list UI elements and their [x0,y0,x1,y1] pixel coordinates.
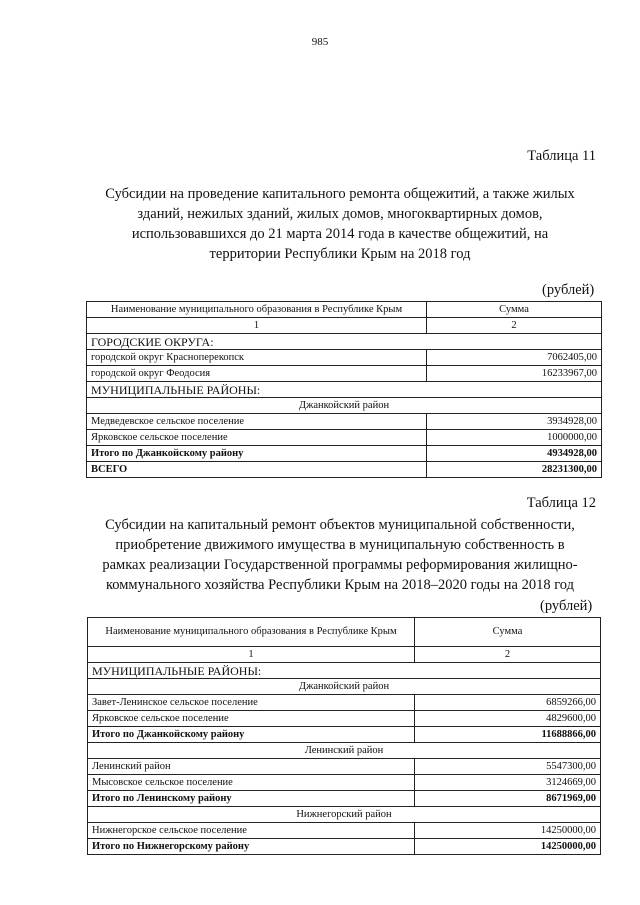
municipality-name-cell: Итого по Ленинскому району [88,791,415,807]
municipality-name-cell: Ярковское сельское поселение [87,430,427,446]
total-row [88,727,601,743]
page-number: 985 [311,36,329,48]
district-row [88,679,601,695]
amount-cell: 8671969,00 [415,791,601,807]
amount-cell: 4934928,00 [427,446,602,462]
table12-title [40,515,640,595]
municipality-name-cell: Ленинский район [88,759,415,775]
section-label: МУНИЦИПАЛЬНЫЕ РАЙОНЫ: [87,382,602,398]
amount-cell: 4829600,00 [415,711,601,727]
header-name-cell: Наименование муниципального образования в Республике Крым [88,618,415,647]
municipality-name-cell: городской округ Красноперекопск [87,350,427,366]
amount-cell: 3934928,00 [427,414,602,430]
table-row [87,430,602,446]
table-header-row [88,618,601,647]
table-row [87,414,602,430]
column-number-cell: 1 [88,647,415,663]
municipality-name-cell: Ярковское сельское поселение [88,711,415,727]
table12-caption: Таблица 12 [526,495,596,511]
district-row [88,807,601,823]
table12-title-line: Субсидии на капитальный ремонт объектов муниципальной собственности, [105,517,575,533]
district-label: Джанкойский район [88,679,601,695]
table-column-number-row [88,647,601,663]
municipality-name-cell: Нижнегорское сельское поселение [88,823,415,839]
district-label: Нижнегорский район [88,807,601,823]
amount-cell: 28231300,00 [427,462,602,478]
total-row [88,791,601,807]
table-header-row [87,302,602,318]
table12-unit: (рублей) [540,598,593,614]
table-row [87,350,602,366]
column-number-cell: 1 [87,318,427,334]
table-row [88,823,601,839]
municipality-name-cell: ВСЕГО [87,462,427,478]
table-row [88,695,601,711]
amount-cell: 11688866,00 [415,727,601,743]
section-label: ГОРОДСКИЕ ОКРУГА: [87,334,602,350]
municipality-name-cell: Итого по Джанкойскому району [87,446,427,462]
table11-title-line: территории Республики Крым на 2018 год [209,246,471,262]
table-row [87,366,602,382]
total-row [87,446,602,462]
amount-cell: 7062405,00 [427,350,602,366]
table11-title-line: Субсидии на проведение капитального ремонта общежитий, а также жилых [105,186,575,202]
column-number-cell: 2 [427,318,602,334]
column-number-cell: 2 [415,647,601,663]
header-sum-cell: Сумма [427,302,602,318]
table-row [88,759,601,775]
municipality-name-cell: Медведевское сельское поселение [87,414,427,430]
table11-title [40,184,640,264]
municipality-name-cell: Мысовское сельское поселение [88,775,415,791]
district-label: Ленинский район [88,743,601,759]
amount-cell: 6859266,00 [415,695,601,711]
total-row [88,839,601,855]
amount-cell: 14250000,00 [415,839,601,855]
total-row [87,462,602,478]
table-row [88,775,601,791]
district-row [88,743,601,759]
municipality-name-cell: Итого по Джанкойскому району [88,727,415,743]
table11-title-line: использовавшихся до 21 марта 2014 года в качестве общежитий, на [131,226,549,242]
amount-cell: 5547300,00 [415,759,601,775]
district-row [87,398,602,414]
header-sum-cell: Сумма [415,618,601,647]
municipality-name-cell: городской округ Феодосия [87,366,427,382]
table-column-number-row [87,318,602,334]
table12-title-line: рамках реализации Государственной программы реформирования жилищно- [102,557,578,573]
section-row [87,334,602,350]
table-row [88,711,601,727]
table11-title-line: зданий, нежилых зданий, жилых домов, многоквартирных домов, [137,206,543,222]
amount-cell: 1000000,00 [427,430,602,446]
amount-cell: 14250000,00 [415,823,601,839]
amount-cell: 16233967,00 [427,366,602,382]
section-label: МУНИЦИПАЛЬНЫЕ РАЙОНЫ: [88,663,601,679]
table12-title-line: приобретение движимого имущества в муниципальную собственность в [115,537,565,553]
table11 [86,301,602,478]
section-row [87,382,602,398]
table11-caption: Таблица 11 [527,148,596,164]
table11-unit: (рублей) [542,282,595,298]
table12 [87,617,601,855]
section-row [88,663,601,679]
municipality-name-cell: Завет-Ленинское сельское поселение [88,695,415,711]
amount-cell: 3124669,00 [415,775,601,791]
table12-title-line: коммунального хозяйства Республики Крым на 2018–2020 годы на 2018 год [105,577,575,593]
header-name-cell: Наименование муниципального образования в Республике Крым [87,302,427,318]
municipality-name-cell: Итого по Нижнегорскому району [88,839,415,855]
district-label: Джанкойский район [87,398,602,414]
